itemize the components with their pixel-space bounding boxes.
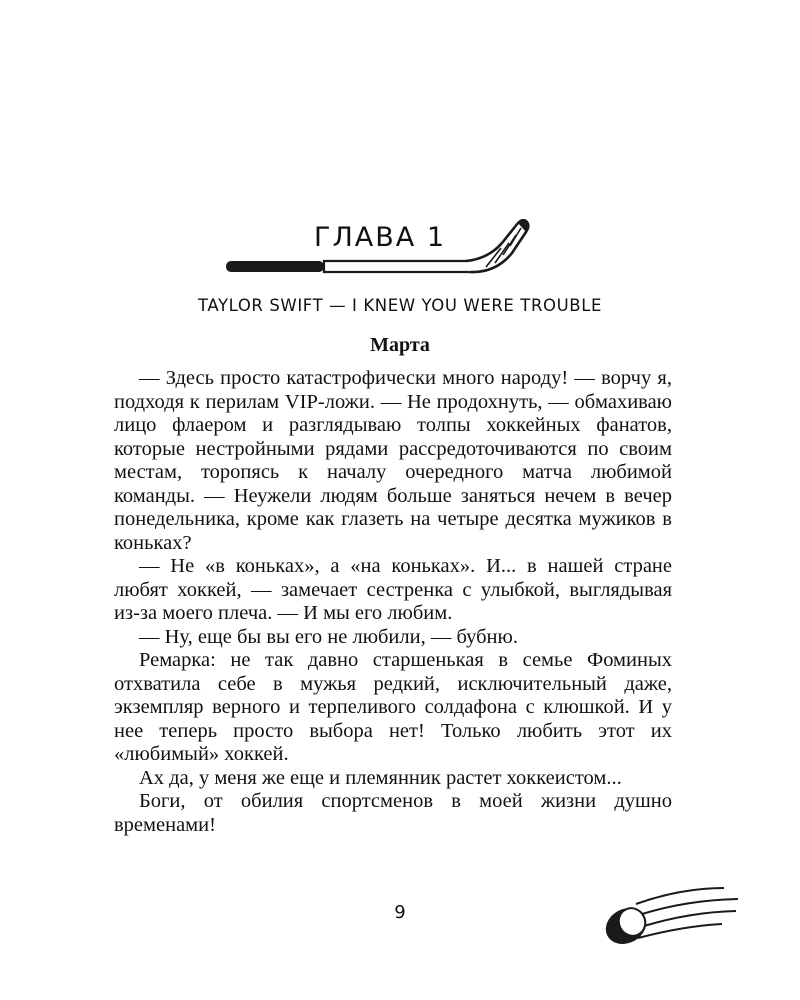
paragraph: — Здесь просто катастрофически много народу! — ворчу я, подходя к перилам VIP-ложи. — Не продохнуть, — обмахиваю лицо флаером и разглядываю толпы хоккейных фанатов, которые нестройными рядами рассредоточиваются по своим местам, торопясь к началу очередного матча любимой команды. — Неужели людям больше заняться нечем в вечер понедельника, кроме как глазеть на четыре десятка мужиков в коньках? — [114, 367, 672, 554]
paragraph: Ах да, у меня же еще и племянник растет хоккеистом... — [139, 766, 622, 789]
chapter-epigraph-song: TAYLOR SWIFT — I KNEW YOU WERE TROUBLE — [197, 296, 603, 315]
paragraph: — Не «в коньках», а «на коньках». И... в нашей стране любят хоккей, — замечает сестренка с улыбкой, выглядывая из-за моего плеча. — И мы его любим. — [114, 555, 672, 624]
paragraph: — Ну, еще бы вы его не любили, — бубню. — [139, 625, 518, 648]
chapter-title: ГЛАВА 1 — [314, 222, 446, 253]
paragraph: Ремарка: не так давно старшенькая в семье Фоминых отхватила себе в мужья редкий, исключительный даже, экземпляр верного и терпеливого солдафона с клюшкой. И у нее теперь просто выбора нет! Только любить этот их «любимый» хоккей. — [114, 649, 672, 765]
chapter-header — [0, 0, 800, 290]
paragraph: Боги, от обилия спортсменов в моей жизни душно временами! — [114, 790, 672, 836]
hockey-puck-icon — [596, 882, 746, 952]
page-number: 9 — [394, 902, 406, 923]
body-text — [114, 367, 672, 837]
narrator-name: Марта — [370, 334, 430, 356]
